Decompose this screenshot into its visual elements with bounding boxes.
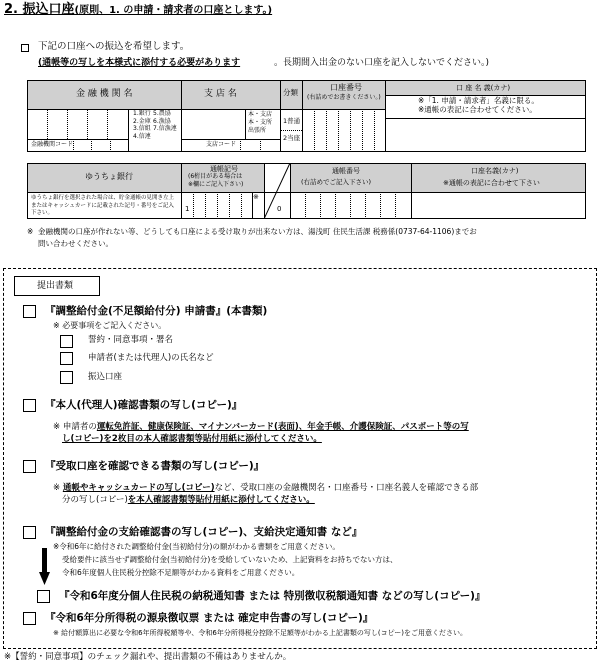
doc2-note-bold1: 運転免許証、健康保険証、マイナンバーカード(表面)、年金手帳、介護保険証、パスポート等の写 <box>96 422 469 432</box>
doc6-title: 『令和6年分所得税の源泉徴収票 または 確定申告書の写し(コピー)』 <box>45 612 374 624</box>
doc6-checkbox[interactable] <box>23 612 36 625</box>
section-title-note: (原則、1. の申請・請求者の口座とします。) <box>74 5 273 16</box>
doc4-note3: 令和6年度個人住民税分控除不足額等がわかる資料をご用意ください。 <box>62 568 300 577</box>
doc2-note-line1: ※ 申請者の運転免許証、健康保険証、マイナンバーカード(表面)、年金手帳、介護保険証、パスポート等の写 <box>53 422 469 432</box>
yucho-note: ゆうちょ銀行を選択された場合は、貯金通帳の見開き左上またはキャッシュカードに記載された記号・番号をご記入下さい。 <box>31 195 175 216</box>
type-header: 分類 <box>283 88 298 97</box>
acct-header-note: (右詰めでお書きください。) <box>307 94 381 101</box>
doc1-title: 『調整給付金(不足額給付分) 申請書』(本書類) <box>45 305 268 317</box>
number-digit0: 0 <box>277 205 282 213</box>
doc5-checkbox[interactable] <box>37 590 50 603</box>
doc4-note1: ※令和6年に給付された調整給付金(当初給付分)の額がわかる書類をご用意ください。 <box>53 542 340 551</box>
bank-types2: 5.農協 6.漁協 7.信漁連 <box>153 110 177 132</box>
doc3-note-bold1: 通帳やキャッシュカードの写し(コピー) <box>62 483 215 493</box>
doc1-sub3-checkbox[interactable] <box>60 371 73 384</box>
doc1-sub3: 振込口座 <box>88 372 123 382</box>
section-title <box>4 3 272 18</box>
doc4-title: 『調整給付金の支給確認書の写し(コピー)、支給決定通知書 など』 <box>45 526 363 538</box>
request-line2-bold: (通帳等の写しを本様式に添付する必要があります <box>38 58 241 68</box>
request-line2-rest-text: 。長期間入出金のない口座を記入しないでください。) <box>274 58 490 68</box>
doc3-note-bold2: を本人確認書類等貼付用紙に添付してください。 <box>127 495 315 505</box>
doc1-sub2-checkbox[interactable] <box>60 352 73 365</box>
doc1-note: ※ 必要事項をご記入ください。 <box>53 321 167 330</box>
documents-header: 提出書類 <box>37 281 74 291</box>
bank-header: 金 融 機 関 名 <box>76 89 133 99</box>
branch-header: 支 店 名 <box>204 89 237 99</box>
bank-notice-mark: ※ <box>27 227 34 236</box>
number-header: 通帳番号 <box>332 167 360 175</box>
yucho-header: ゆうちょ銀行 <box>85 172 133 181</box>
request-line1: 下記の口座への振込を希望します。 <box>38 41 190 52</box>
acct-type-1: 1普通 <box>283 117 301 125</box>
doc1-sub2: 申請者(または代理人)の氏名など <box>88 353 214 363</box>
bank-code-label: 金融機関コード <box>31 141 74 148</box>
acct-type-2: 2当座 <box>283 134 301 142</box>
doc3-title: 『受取口座を確認できる書類の写し(コピー)』 <box>45 460 265 472</box>
doc2-title: 『本人(代理人)確認書類の写し(コピー)』 <box>45 399 243 411</box>
section-title-text: 2. 振込口座 <box>4 2 75 17</box>
branch-types: 本・支店 本・支所 出張所 <box>248 111 273 134</box>
doc1-sub1-checkbox[interactable] <box>60 335 73 348</box>
bank-header-bg <box>28 81 280 109</box>
holder-note1: ※「1. 申請・請求者」名義に限る。 <box>418 96 539 105</box>
doc4-note2: 受給要件に該当せず調整給付金(当初給付分)を受給していないため、上記資料をお持ちでない方は、 <box>62 555 398 564</box>
symbol-note2: ※欄にご記入下さい) <box>188 181 244 188</box>
symbol-header: 通帳記号 <box>210 165 238 173</box>
doc1-sub1: 誓約・同意事項・署名 <box>88 335 174 345</box>
bank-notice-line2: 問い合わせください。 <box>38 239 113 248</box>
doc2-checkbox[interactable] <box>23 399 36 412</box>
doc1-checkbox[interactable] <box>23 305 36 318</box>
acct-header: 口座番号 <box>330 83 362 92</box>
holder-header: 口 座 名 義(カナ) <box>456 84 511 92</box>
doc3-note-line2: 分の写し(コピー)を本人確認書類等貼付用紙に添付してください。 <box>62 495 315 505</box>
holder-note2: ※通帳の表記に合わせてください。 <box>418 105 537 114</box>
bank-types: 1.銀行 2.金庫 3.信組 4.信連 <box>133 110 151 140</box>
doc5-title: 『令和6年度分個人住民税の納税通知書 または 特別徴収税額通知書 などの写し(コピー)』 <box>59 590 486 602</box>
number-note: (右詰めでご記入下さい) <box>301 178 372 186</box>
doc2-note-line2: し(コピー)を2枚目の本人確認書類等貼付用紙に添付してください。 <box>62 434 322 444</box>
postal-holder-note: ※通帳の表記に合わせて下さい <box>443 179 540 187</box>
symbol-note1: (6桁目がある場合は <box>188 173 243 180</box>
request-checkbox[interactable] <box>21 44 29 52</box>
down-arrow-icon <box>39 548 51 586</box>
request-line2 <box>38 58 240 68</box>
footer-note: ※【誓約・同意事項】のチェック漏れや、提出書類の不備はありませんか。 <box>4 652 292 662</box>
doc6-note: ※ 給付額算出に必要な令和6年所得税額等や、令和6年分所得税分控除不足額等がわかる上記書類の写し(コピー)をご用意ください。 <box>53 629 468 637</box>
doc3-checkbox[interactable] <box>23 460 36 473</box>
branch-code-label: 支店コード <box>206 141 237 148</box>
symbol-star: ※ <box>253 193 259 201</box>
bank-notice-line1: 金融機関の口座が作れない等、どうしても口座による受け取りが出来ない方は、湯浅町 住民生活課 税務係(0737-64-1106)までお <box>38 227 477 236</box>
postal-holder-header: 口座名義(カナ) <box>471 167 519 175</box>
doc4-checkbox[interactable] <box>23 526 36 539</box>
doc3-note-line1: ※ 通帳やキャッシュカードの写し(コピー)など、受取口座の金融機関名・口座番号・口座名義人を確認できる部 <box>53 483 479 493</box>
symbol-digit1: 1 <box>185 205 190 213</box>
